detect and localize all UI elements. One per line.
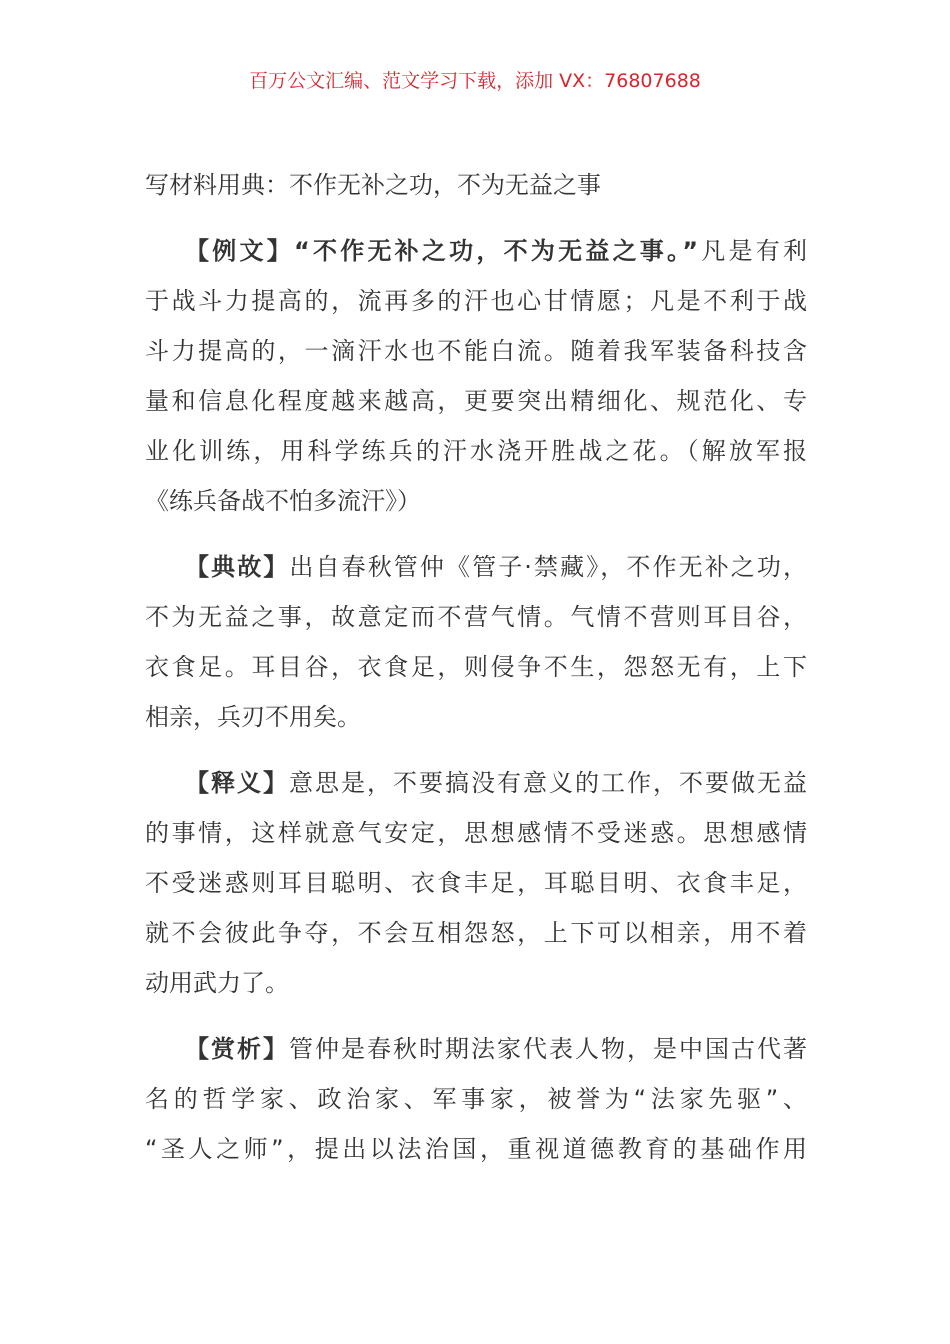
paragraph-appreciation [145,1024,807,1174]
paragraph-line: “圣人之师”，提出以法治国，重视道德教育的基础作用 [145,1135,807,1163]
line-text: 凡是有利 [698,237,808,265]
paragraph-example [145,226,807,526]
quoted-lead: “不作无补之功，不为无益之事。” [293,237,699,265]
paragraph-line [145,1024,807,1074]
paragraph-line: 衣食足。耳目谷，衣食足，则侵争不生，怨怒无有，上下 [145,653,807,681]
paragraph-allusion [145,542,807,742]
paragraph-line: 于战斗力提高的，流再多的汗也心甘情愿；凡是不利于战 [145,287,807,315]
paragraph-line: 《练兵备战不怕多流汗》） [145,487,421,515]
paragraph-line [145,226,807,276]
paragraph-line [145,542,807,592]
line-text: 管仲是春秋时期法家代表人物，是中国古代著 [289,1035,807,1063]
paragraph-line: 的事情，这样就意气安定，思想感情不受迷惑。思想感情 [145,819,807,847]
paragraph-line: 相亲，兵刃不用矣。 [145,703,361,731]
paragraph-line: 业化训练，用科学练兵的汗水浇开胜战之花。（解放军报 [145,437,807,465]
document-title: 写材料用典：不作无补之功，不为无益之事 [145,171,601,199]
line-text: 意思是，不要搞没有意义的工作，不要做无益 [289,769,807,797]
paragraph-line: 不受迷惑则耳目聪明、衣食丰足，耳聪目明、衣食丰足， [145,869,807,897]
section-tag: 【赏析】 [185,1035,289,1063]
paragraph-line: 动用武力了。 [145,969,289,997]
paragraph-line: 名的哲学家、政治家、军事家，被誉为“法家先驱”、 [145,1085,807,1113]
paragraph-line: 就不会彼此争夺，不会互相怨怒，上下可以相亲，用不着 [145,919,807,947]
section-tag: 【释义】 [185,769,289,797]
paragraph-line: 不为无益之事，故意定而不营气情。气情不营则耳目谷， [145,603,807,631]
watermark-header: 百万公文汇编、范文学习下载，添加 VX：76807688 [249,70,701,92]
paragraph-line: 量和信息化程度越来越高，更要突出精细化、规范化、专 [145,387,807,415]
document-body [145,160,807,1190]
line-text: 出自春秋管仲《管子·禁藏》，不作无补之功， [289,553,807,581]
paragraph-line: 斗力提高的，一滴汗水也不能白流。随着我军装备科技含 [145,337,807,365]
paragraph-meaning [145,758,807,1008]
section-tag: 【例文】 [185,237,294,265]
section-tag: 【典故】 [185,553,290,581]
paragraph-line [145,758,807,808]
